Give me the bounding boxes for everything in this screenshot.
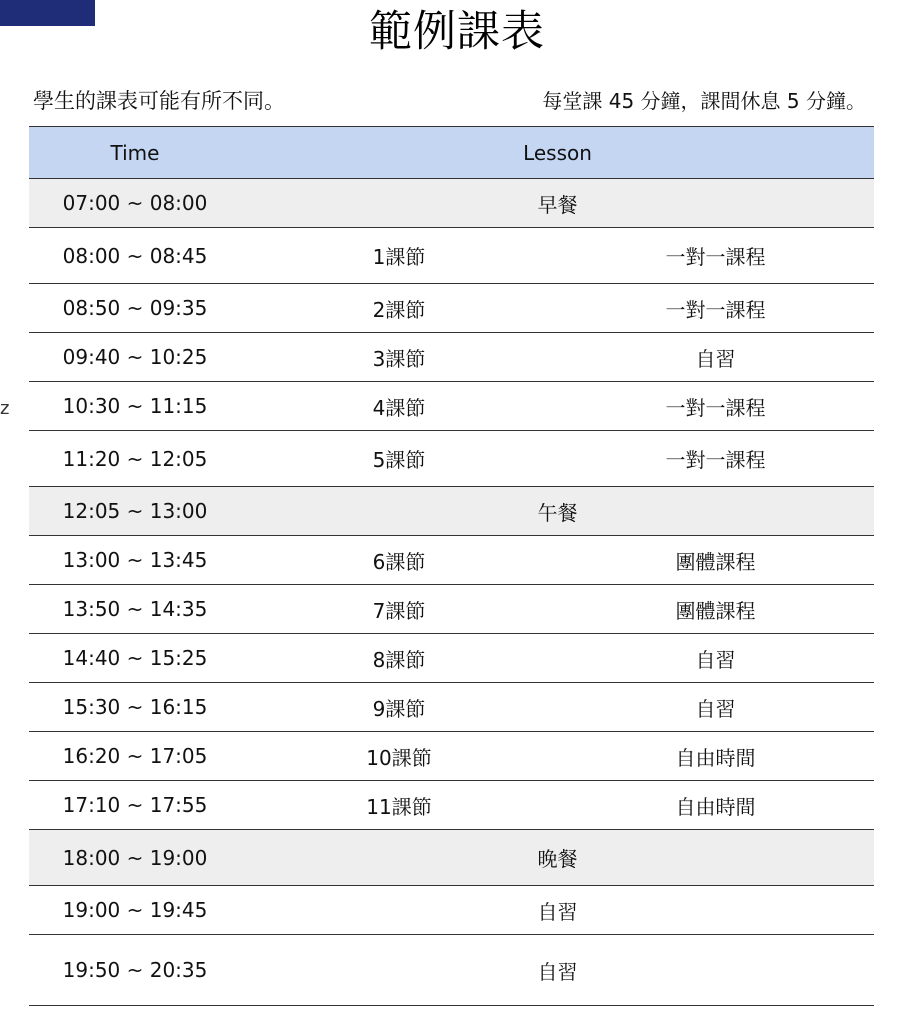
time-cell: 10:30 ~ 11:15 — [29, 382, 241, 431]
period-cell: 7課節 — [241, 585, 557, 634]
table-row — [29, 732, 874, 781]
table-row — [29, 886, 874, 935]
period-cell: 6課節 — [241, 536, 557, 585]
activity-cell: 一對一課程 — [557, 228, 874, 284]
activity-cell: 團體課程 — [557, 536, 874, 585]
table-row — [29, 431, 874, 487]
lesson-cell: 自習 — [241, 886, 874, 935]
schedule-table — [29, 126, 874, 1006]
period-cell: 9課節 — [241, 683, 557, 732]
table-row — [29, 333, 874, 382]
activity-cell: 一對一課程 — [557, 382, 874, 431]
page-title: 範例課表 — [369, 7, 545, 57]
time-cell: 15:30 ~ 16:15 — [29, 683, 241, 732]
edge-mark: z — [0, 398, 10, 419]
table-header-row — [29, 127, 874, 179]
table-row — [29, 284, 874, 333]
lesson-cell: 午餐 — [241, 487, 874, 536]
activity-cell: 自由時間 — [557, 781, 874, 830]
time-cell: 12:05 ~ 13:00 — [29, 487, 241, 536]
activity-cell: 團體課程 — [557, 585, 874, 634]
table-row — [29, 536, 874, 585]
period-cell: 4課節 — [241, 382, 557, 431]
period-cell: 3課節 — [241, 333, 557, 382]
table-row — [29, 179, 874, 228]
time-cell: 13:00 ~ 13:45 — [29, 536, 241, 585]
table-row — [29, 935, 874, 1006]
period-cell: 11課節 — [241, 781, 557, 830]
time-cell: 09:40 ~ 10:25 — [29, 333, 241, 382]
table-row — [29, 683, 874, 732]
period-cell: 1課節 — [241, 228, 557, 284]
time-cell: 16:20 ~ 17:05 — [29, 732, 241, 781]
time-cell: 19:50 ~ 20:35 — [29, 935, 241, 1006]
table-row — [29, 634, 874, 683]
period-cell: 8課節 — [241, 634, 557, 683]
table-row — [29, 228, 874, 284]
time-cell: 07:00 ~ 08:00 — [29, 179, 241, 228]
time-cell: 14:40 ~ 15:25 — [29, 634, 241, 683]
table-row — [29, 585, 874, 634]
time-cell: 11:20 ~ 12:05 — [29, 431, 241, 487]
activity-cell: 自由時間 — [557, 732, 874, 781]
time-cell: 19:00 ~ 19:45 — [29, 886, 241, 935]
period-cell: 10課節 — [241, 732, 557, 781]
time-column-header: Time — [29, 127, 241, 179]
table-row — [29, 781, 874, 830]
schedule-note: 學生的課表可能有所不同。 — [33, 89, 285, 113]
activity-cell: 一對一課程 — [557, 431, 874, 487]
period-cell: 2課節 — [241, 284, 557, 333]
activity-cell: 一對一課程 — [557, 284, 874, 333]
lesson-cell: 早餐 — [241, 179, 874, 228]
period-cell: 5課節 — [241, 431, 557, 487]
time-cell: 18:00 ~ 19:00 — [29, 830, 241, 886]
table-row — [29, 487, 874, 536]
time-cell: 13:50 ~ 14:35 — [29, 585, 241, 634]
lesson-cell: 晚餐 — [241, 830, 874, 886]
lesson-duration-note: 每堂課 45 分鐘，課間休息 5 分鐘。 — [542, 89, 866, 113]
lesson-cell: 自習 — [241, 935, 874, 1006]
time-cell: 08:50 ~ 09:35 — [29, 284, 241, 333]
activity-cell: 自習 — [557, 683, 874, 732]
time-cell: 08:00 ~ 08:45 — [29, 228, 241, 284]
activity-cell: 自習 — [557, 333, 874, 382]
activity-cell: 自習 — [557, 634, 874, 683]
lesson-column-header: Lesson — [241, 127, 874, 179]
time-cell: 17:10 ~ 17:55 — [29, 781, 241, 830]
table-row — [29, 830, 874, 886]
table-row — [29, 382, 874, 431]
